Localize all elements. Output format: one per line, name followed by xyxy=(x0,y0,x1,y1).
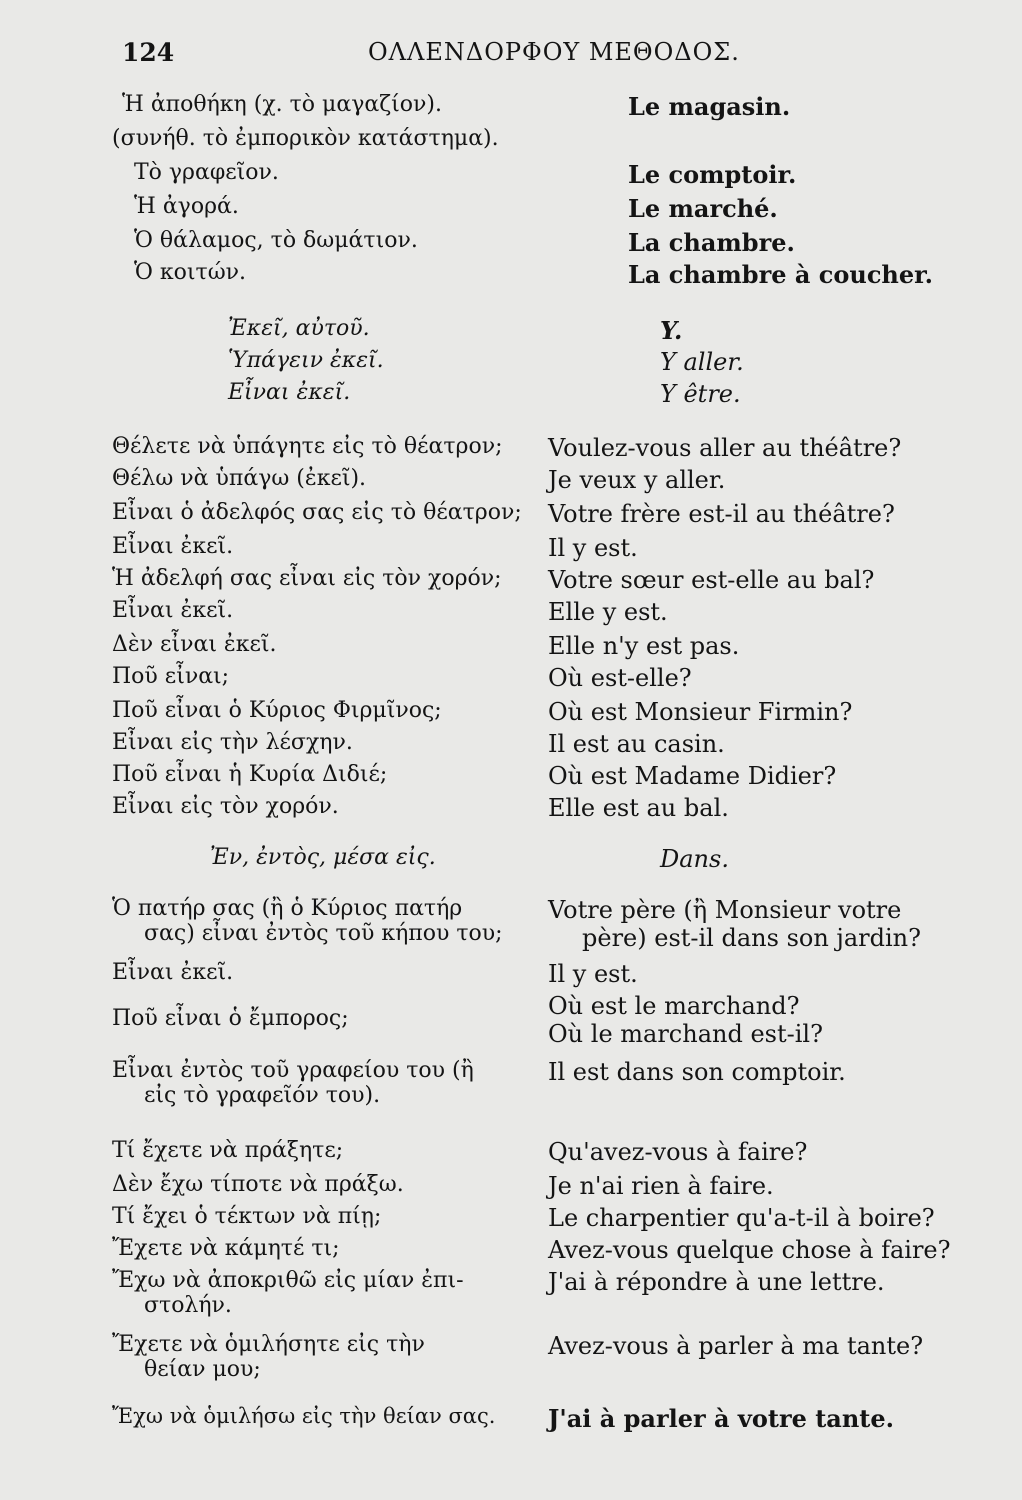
french-heading: Dans. xyxy=(660,845,729,873)
french-text: Où est Madame Didier? xyxy=(548,762,837,790)
french-text: Votre sœur est-elle au bal? xyxy=(548,566,875,594)
greek-text: Ἔχετε νὰ κάμητέ τι; xyxy=(112,1236,340,1261)
greek-text: Εἶναι εἰς τὴν λέσχην. xyxy=(112,730,353,755)
french-text: Je n'ai rien à faire. xyxy=(548,1172,774,1200)
french-text: Le marché. xyxy=(628,194,778,223)
greek-heading: Ἐν, ἐντὸς, μέσα εἰς. xyxy=(210,845,436,870)
greek-line: Ὁ πατήρ σας (ἢ ὁ Κύριος πατήρ xyxy=(112,896,463,921)
greek-line: Ἔχετε νὰ ὁμιλήσητε εἰς τὴν xyxy=(112,1332,425,1357)
greek-line-continued: στολήν. xyxy=(144,1293,232,1318)
greek-text xyxy=(112,896,542,946)
french-line: Où est le marchand? xyxy=(548,992,800,1020)
french-text xyxy=(548,896,1008,952)
greek-text: Ὑπάγειν ἐκεῖ. xyxy=(228,348,384,373)
greek-text: Τί ἔχετε νὰ πράξητε; xyxy=(112,1138,344,1163)
french-text: Y aller. xyxy=(660,348,744,376)
french-text: Le charpentier qu'a-t-il à boire? xyxy=(548,1204,935,1232)
french-text: Y être. xyxy=(660,380,741,408)
greek-line: Εἶναι ἐντὸς τοῦ γραφείου του (ἢ xyxy=(112,1058,474,1083)
french-text: Elle est au bal. xyxy=(548,794,729,822)
greek-text: Ποῦ εἶναι; xyxy=(112,664,230,689)
french-text: Qu'avez-vous à faire? xyxy=(548,1138,808,1166)
greek-text: Εἶναι ἐκεῖ. xyxy=(112,960,234,985)
greek-text: Ποῦ εἶναι ὁ ἔμπορος; xyxy=(112,1006,349,1031)
french-text: Votre frère est-il au théâtre? xyxy=(548,500,895,528)
greek-text: Δὲν ἔχω τίποτε νὰ πράξω. xyxy=(112,1172,404,1197)
french-text: Il y est. xyxy=(548,960,638,988)
greek-text: Τί ἔχει ὁ τέκτων νὰ πίῃ; xyxy=(112,1204,382,1229)
greek-text: Εἶναι ἐκεῖ. xyxy=(112,598,234,623)
greek-text: Ὁ θάλαμος, τὸ δωμάτιον. xyxy=(134,228,418,253)
greek-text: Θέλετε νὰ ὑπάγητε εἰς τὸ θέατρον; xyxy=(112,434,503,459)
french-text: La chambre. xyxy=(628,228,795,257)
french-text: La chambre à coucher. xyxy=(628,260,933,289)
greek-text: Εἶναι ἐκεῖ. xyxy=(112,534,234,559)
greek-line-continued: εἰς τὸ γραφεῖόν του). xyxy=(144,1083,381,1108)
french-line-alt: Où le marchand est-il? xyxy=(548,1020,823,1048)
french-text: Avez-vous quelque chose à faire? xyxy=(548,1236,951,1264)
french-text: Le magasin. xyxy=(628,92,791,121)
greek-text: Εἶναι εἰς τὸν χορόν. xyxy=(112,794,339,819)
greek-text xyxy=(112,1058,542,1108)
french-text: Où est Monsieur Firmin? xyxy=(548,698,853,726)
french-text: Il est dans son comptoir. xyxy=(548,1058,846,1086)
french-text: Avez-vous à parler à ma tante? xyxy=(548,1332,924,1360)
greek-text: Ἡ ἀγορά. xyxy=(134,194,239,219)
greek-text: Ποῦ εἶναι ἡ Κυρία Διδιέ; xyxy=(112,762,388,787)
french-line: Votre père (ἢ Monsieur votre xyxy=(548,896,902,924)
french-text xyxy=(548,992,1008,1048)
greek-text: Ποῦ εἶναι ὁ Κύριος Φιρμῖνος; xyxy=(112,698,442,723)
greek-line-continued: σας) εἶναι ἐντὸς τοῦ κήπου του; xyxy=(144,921,503,946)
greek-text: Δὲν εἶναι ἐκεῖ. xyxy=(112,632,277,657)
french-text: J'ai à parler à votre tante. xyxy=(548,1404,895,1433)
greek-text: Εἶναι ἐκεῖ. xyxy=(228,380,351,405)
page-number: 124 xyxy=(122,38,175,67)
greek-text: (συνήθ. τὸ ἐμπορικὸν κατάστημα). xyxy=(112,126,499,151)
greek-text: Ἔχω νὰ ὁμιλήσω εἰς τὴν θείαν σας. xyxy=(112,1404,496,1428)
french-text: Le comptoir. xyxy=(628,160,797,189)
french-text: J'ai à répondre à une lettre. xyxy=(548,1268,885,1296)
greek-text: Ὁ κοιτών. xyxy=(134,260,246,285)
running-title: ΟΛΛΕΝΔΟΡΦΟΥ ΜΕΘΟΔΟΣ. xyxy=(368,38,740,66)
page-header xyxy=(0,26,1022,74)
french-text: Voulez-vous aller au théâtre? xyxy=(548,434,902,462)
greek-text: Ἡ ἀποθήκη (χ. τὸ μαγαζίον). xyxy=(122,92,442,117)
french-text: Où est-elle? xyxy=(548,664,692,692)
greek-text xyxy=(112,1268,542,1318)
greek-text: Ἐκεῖ, αὐτοῦ. xyxy=(228,316,370,341)
greek-line: Ἔχω νὰ ἀποκριθῶ εἰς μίαν ἐπι- xyxy=(112,1268,464,1293)
greek-text xyxy=(112,1332,542,1382)
greek-line-continued: θείαν μου; xyxy=(144,1357,261,1382)
greek-text: Ἡ ἀδελφή σας εἶναι εἰς τὸν χορόν; xyxy=(112,566,502,591)
greek-text: Τὸ γραφεῖον. xyxy=(134,160,279,185)
greek-text: Θέλω νὰ ὑπάγω (ἐκεῖ). xyxy=(112,466,367,491)
greek-text: Εἶναι ὁ ἀδελφός σας εἰς τὸ θέατρον; xyxy=(112,500,522,525)
french-text: Il y est. xyxy=(548,534,638,562)
french-text: Je veux y aller. xyxy=(548,466,726,494)
french-text: Elle y est. xyxy=(548,598,668,626)
french-text: Elle n'y est pas. xyxy=(548,632,740,660)
french-text: Il est au casin. xyxy=(548,730,725,758)
french-text: Y. xyxy=(660,316,683,345)
french-line-continued: père) est-il dans son jardin? xyxy=(582,924,921,952)
